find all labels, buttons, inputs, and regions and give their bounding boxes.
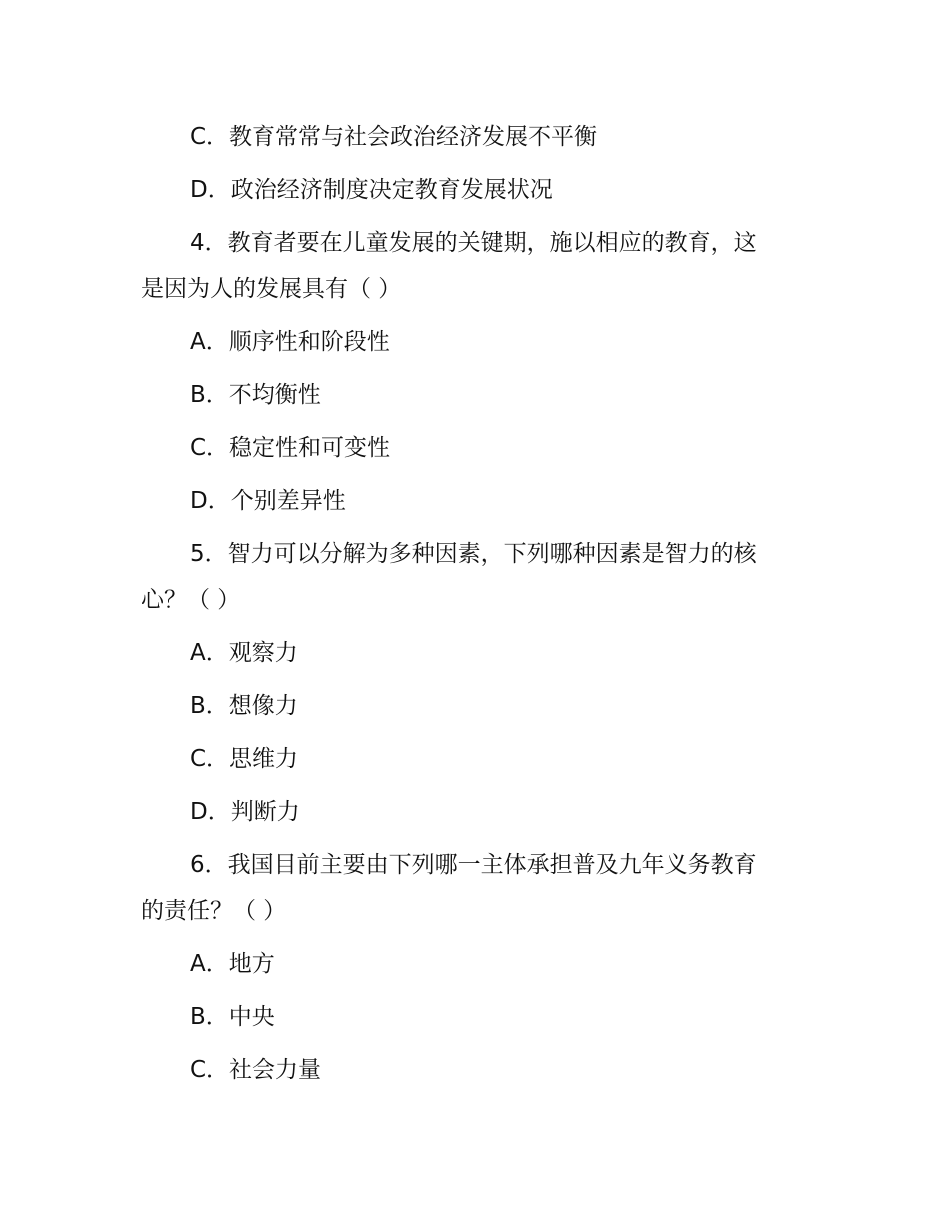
option-line: C．思维力 [190,746,299,772]
question-line-continued: 心？（ ） [141,587,241,613]
option-line: C．教育常常与社会政治经济发展不平衡 [190,124,598,150]
option-line: B．不均衡性 [190,382,321,408]
question-line-continued: 是因为人的发展具有（ ） [141,276,402,302]
option-line: B．想像力 [190,693,298,719]
option-line: D．个别差异性 [190,488,346,514]
option-line: A．地方 [190,951,275,977]
option-line: A．顺序性和阶段性 [190,329,390,355]
question-line: 6．我国目前主要由下列哪一主体承担普及九年义务教育 [190,852,757,878]
option-line: D．政治经济制度决定教育发展状况 [190,177,553,203]
question-line: 4．教育者要在儿童发展的关键期，施以相应的教育，这 [190,230,757,256]
question-line-continued: 的责任？（ ） [141,898,287,924]
option-line: B．中央 [190,1004,275,1030]
option-line: D．判断力 [190,799,300,825]
option-line: C．社会力量 [190,1057,322,1083]
option-line: A．观察力 [190,640,298,666]
question-line: 5．智力可以分解为多种因素，下列哪种因素是智力的核 [190,541,757,567]
option-line: C．稳定性和可变性 [190,435,391,461]
document-body [141,114,821,1100]
